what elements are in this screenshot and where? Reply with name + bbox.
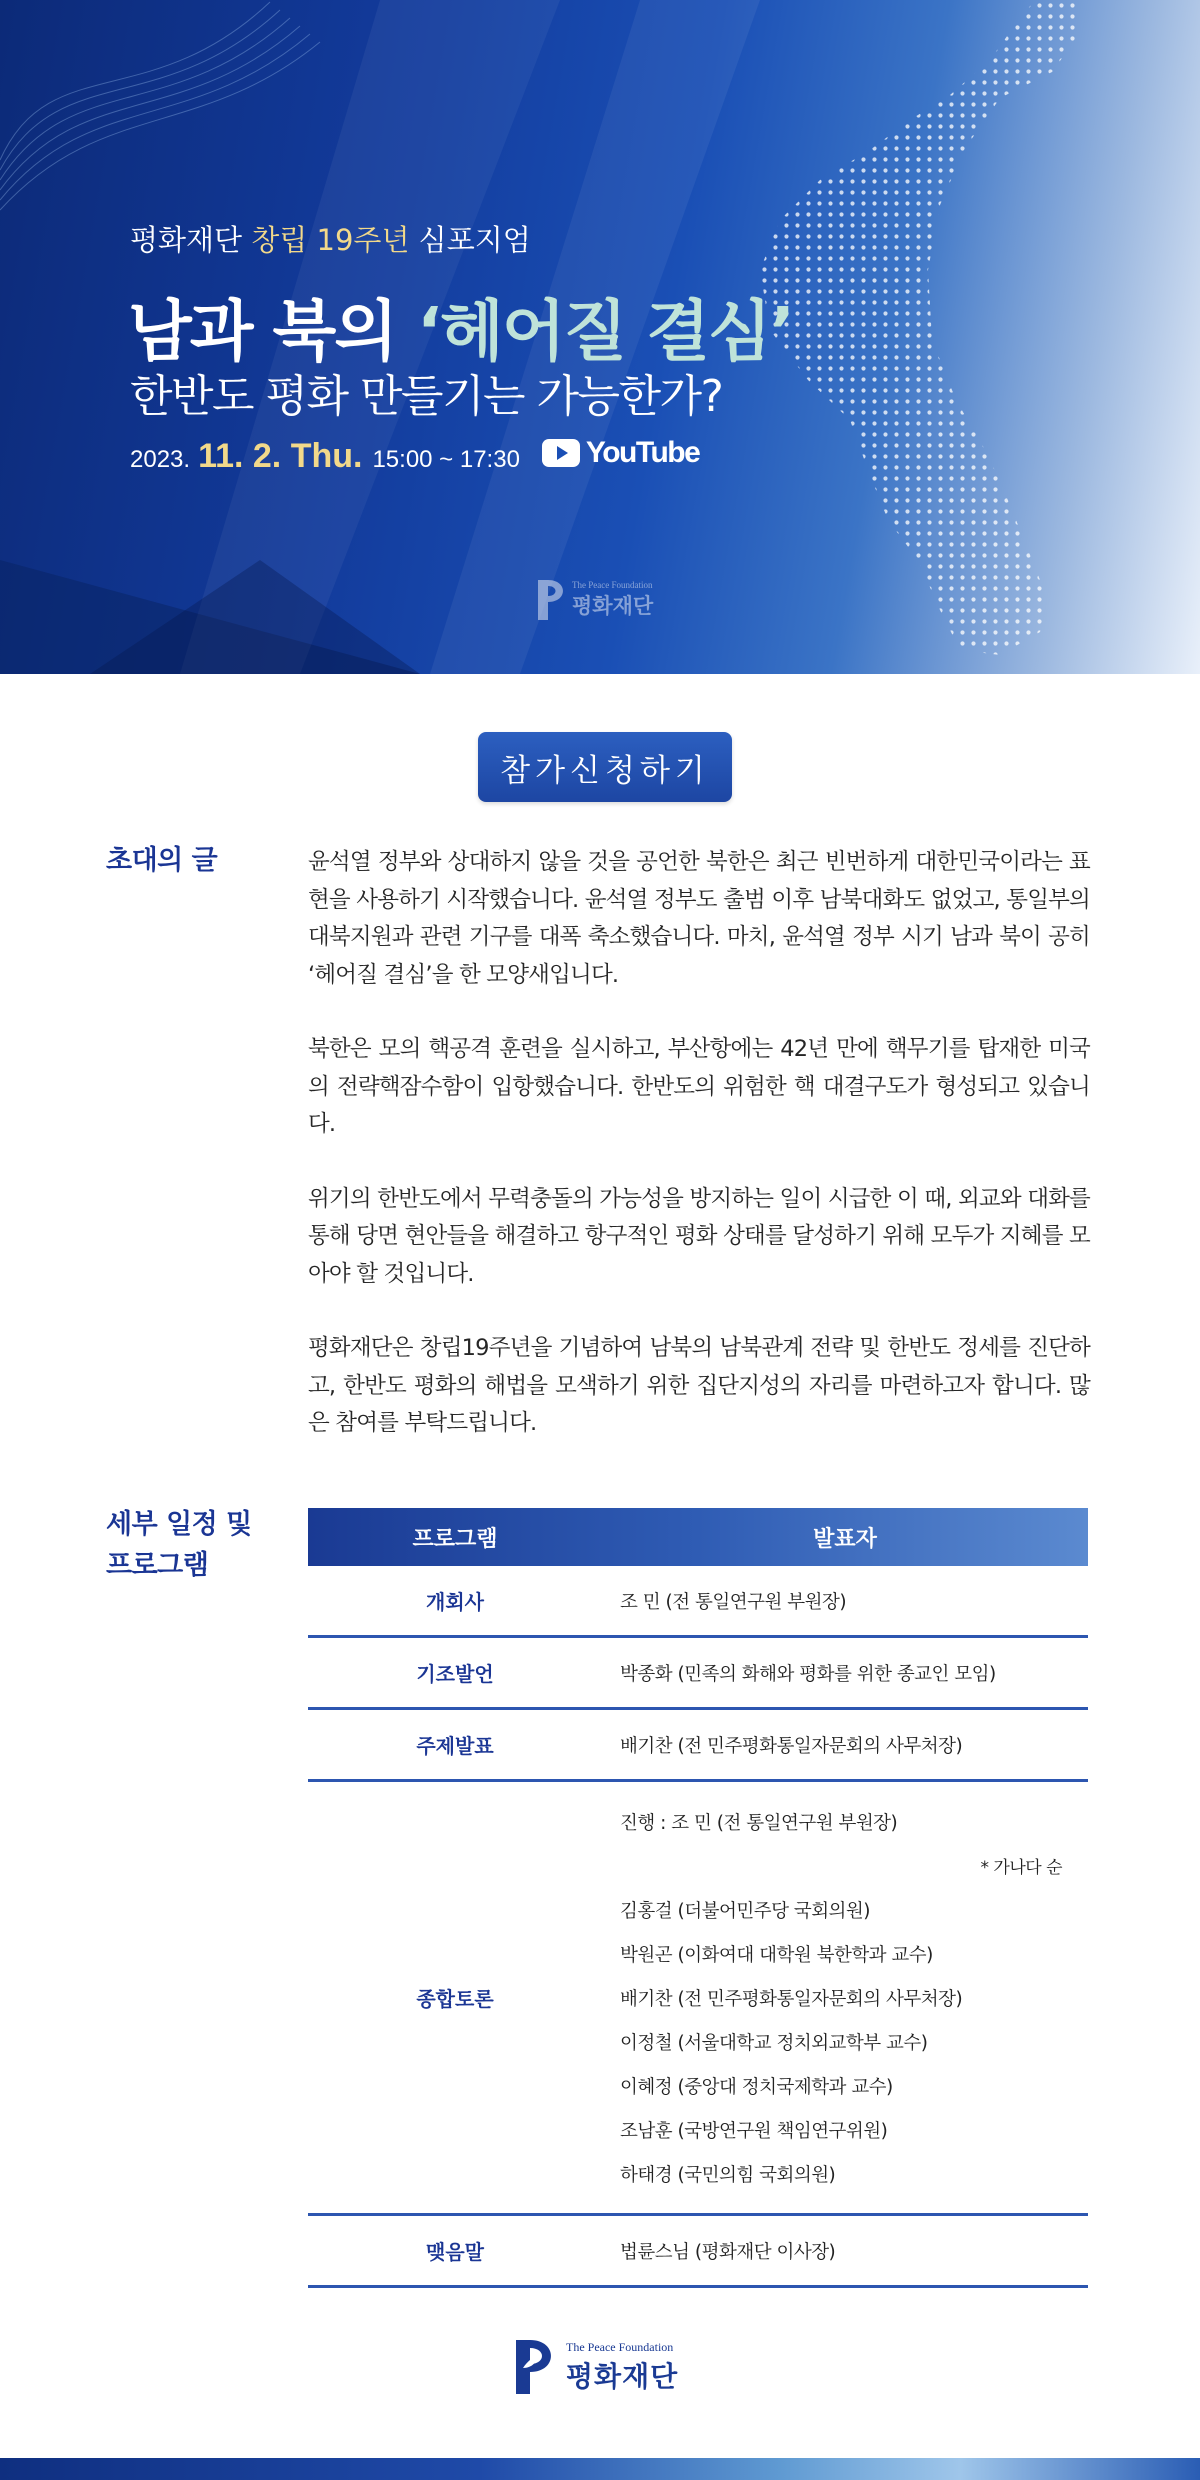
panelist: 이정철 (서울대학교 정치외교학부 교수) <box>620 2033 928 2054</box>
youtube-link[interactable] <box>542 436 699 470</box>
program-heading-line2: 프로그램 <box>106 1550 209 1581</box>
table-header <box>308 1508 1088 1566</box>
panelist: 하태경 (국민의힘 국회의원) <box>620 2165 836 2186</box>
hero-title-line2: 한반도 평화 만들기는 가능한가? <box>130 371 723 422</box>
title-highlight: ‘헤어질 결심’ <box>416 293 793 370</box>
speaker-cell: 법륜스님 (평화재단 이사장) <box>620 2241 836 2263</box>
footer-logo-en: The Peace Foundation <box>566 2339 674 2354</box>
footer-logo <box>512 2338 678 2396</box>
event-date: 11. 2. Thu. <box>198 437 363 475</box>
col-program-header: 프로그램 <box>412 1526 498 1552</box>
program-cell: 맺음말 <box>426 2240 484 2264</box>
program-cell: 개회사 <box>426 1590 484 1614</box>
title-text: 남과 북의 <box>128 293 417 370</box>
speaker-cell <box>602 1782 1088 2213</box>
table-row-discussion <box>308 1782 1088 2216</box>
invitation-paragraph: 윤석열 정부와 상대하지 않을 것을 공언한 북한은 최근 빈번하게 대한민국이라는 표현을 사용하기 시작했습니다. 윤석열 정부도 출범 이후 남북대화도 없었고, 통일부의 대북지원과 관련 기구를 대폭 축소했습니다. 마치, 윤석열 정부 시기 남과 북이 공히 ‘헤어질 결심’을 한 모양새입니다. <box>308 849 1090 988</box>
speaker-cell: 조 민 (전 통일연구원 부원장) <box>620 1591 847 1613</box>
youtube-label: YouTube <box>585 436 700 469</box>
event-datetime <box>130 436 699 476</box>
invitation-paragraph: 평화재단은 창립19주년을 기념하여 남북의 남북관계 전략 및 한반도 정세를 진단하고, 한반도 평화의 해법을 모색하기 위한 집단지성의 자리를 마련하고자 합니다. 많은 참여를 부탁드립니다. <box>308 1335 1090 1436</box>
event-time: 15:00 ~ 17:30 <box>372 446 520 473</box>
speaker-cell: 박종화 (민족의 화해와 평화를 위한 종교인 모임) <box>620 1663 996 1685</box>
invitation-paragraph: 위기의 한반도에서 무력충돌의 가능성을 방지하는 일이 시급한 이 때, 외교와 대화를 통해 당면 현안들을 해결하고 항구적인 평화 상태를 달성하기 위해 모두가 지혜를 모아야 할 것입니다. <box>308 1185 1090 1287</box>
table-row <box>308 1638 1088 1710</box>
subtitle-text-end: 심포지엄 <box>409 223 531 257</box>
subtitle-anniversary: 창립 19주년 <box>251 223 410 257</box>
speaker-cell: 배기찬 (전 민주평화통일자문회의 사무처장) <box>620 1735 963 1757</box>
panelist: 김홍걸 (더불어민주당 국회의원) <box>620 1901 871 1922</box>
hero-logo <box>534 578 653 622</box>
invitation-paragraph: 북한은 모의 핵공격 훈련을 실시하고, 부산항에는 42년 만에 핵무기를 탑재한 미국의 전략핵잠수함이 입항했습니다. 한반도의 위험한 핵 대결구도가 형성되고 있습니다. <box>308 1036 1090 1137</box>
subtitle-text: 평화재단 <box>130 223 252 257</box>
table-row <box>308 1566 1088 1638</box>
program-cell: 종합토론 <box>416 1987 494 2011</box>
program-cell: 기조발언 <box>416 1662 494 1686</box>
hero-logo-en: The Peace Foundation <box>572 580 653 590</box>
table-row <box>308 2216 1088 2288</box>
order-note: * 가나다 순 <box>980 1858 1062 1878</box>
youtube-play-icon <box>542 439 580 467</box>
moderator: 진행 : 조 민 (전 통일연구원 부원장) <box>620 1813 898 1834</box>
program-heading-line1: 세부 일정 및 <box>106 1509 252 1540</box>
hero-banner <box>0 0 1200 674</box>
panelist: 조남훈 (국방연구원 책임연구위원) <box>620 2121 888 2142</box>
table-row <box>308 1710 1088 1782</box>
invitation-text <box>308 844 1090 1480</box>
program-table <box>308 1508 1088 2288</box>
peace-foundation-logo-icon <box>512 2338 558 2396</box>
col-speaker-header: 발표자 <box>813 1526 877 1552</box>
hero-logo-ko: 평화재단 <box>572 593 654 618</box>
program-heading <box>106 1504 252 1586</box>
hero-title <box>128 278 793 373</box>
bottom-decor-bar <box>0 2458 1200 2480</box>
panelist: 이혜정 (중앙대 정치국제학과 교수) <box>620 2077 893 2098</box>
invitation-heading: 초대의 글 <box>106 845 218 876</box>
panelist: 배기찬 (전 민주평화통일자문회의 사무처장) <box>620 1989 963 2010</box>
peace-foundation-logo-icon <box>534 578 568 622</box>
apply-button[interactable]: 참가신청하기 <box>478 732 732 802</box>
program-cell: 주제발표 <box>416 1734 494 1758</box>
event-year: 2023. <box>130 446 191 473</box>
panelist: 박원곤 (이화여대 대학원 북한학과 교수) <box>620 1945 933 1966</box>
footer-logo-ko: 평화재단 <box>566 2359 679 2393</box>
hero-subtitle <box>130 218 531 259</box>
